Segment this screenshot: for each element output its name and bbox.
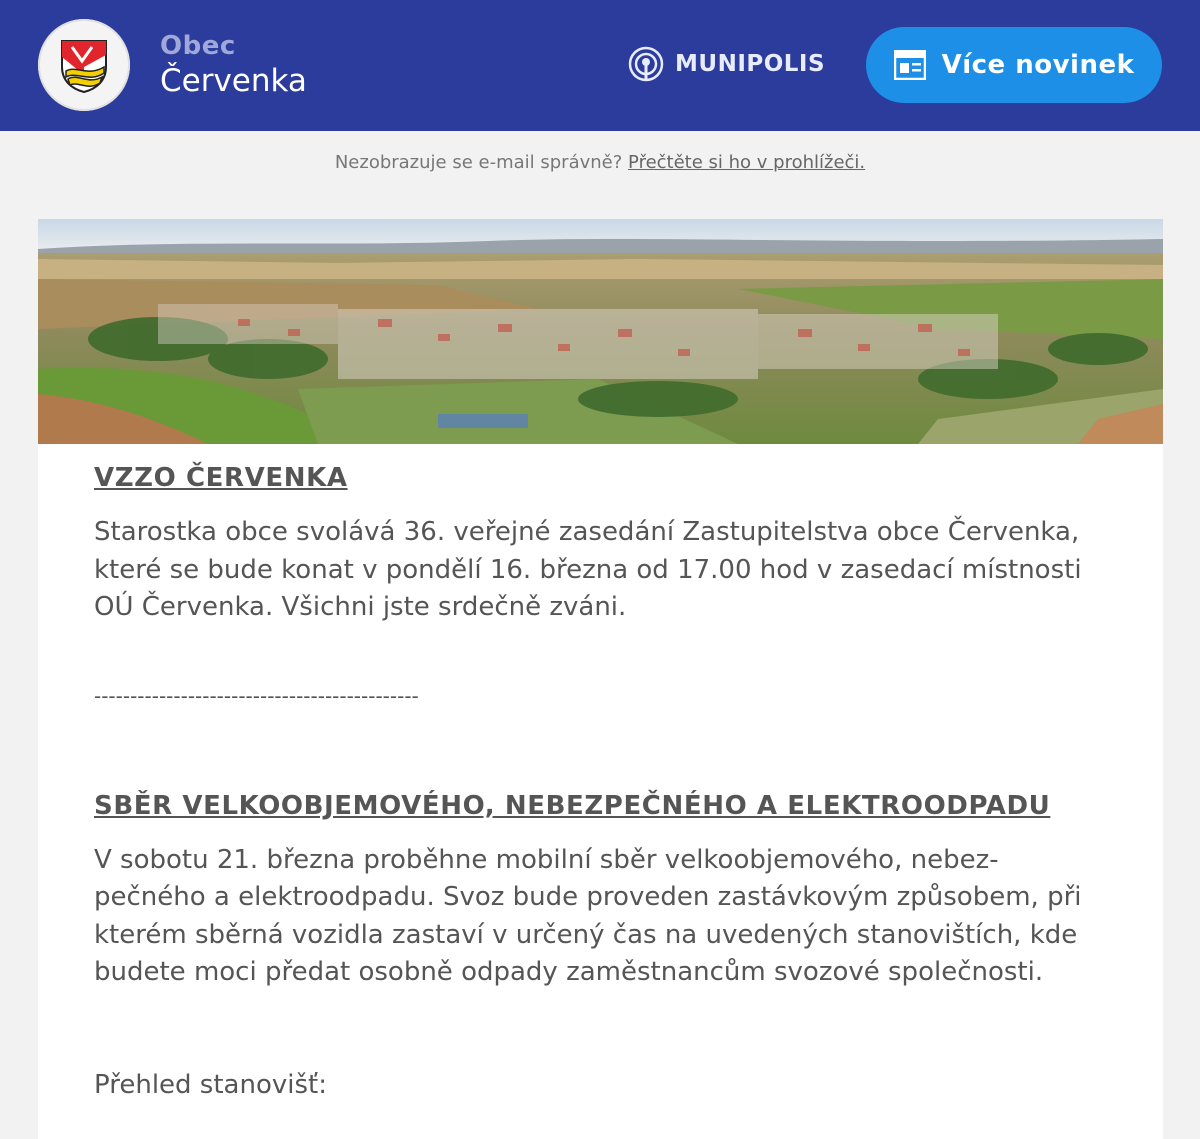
newsletter-card (38, 219, 1163, 1139)
more-news-label: Více novinek (941, 50, 1135, 80)
partner-logo[interactable] (627, 44, 825, 84)
browser-notice (0, 152, 1200, 173)
newsletter-content (94, 463, 1094, 1104)
broadcast-icon (627, 45, 665, 83)
org-name: Červenka (160, 63, 307, 99)
org-type-label: Obec (160, 31, 236, 61)
separator: --------------------------------------------- (94, 683, 419, 708)
partner-label: MUNIPOLIS (675, 51, 826, 77)
article-title[interactable]: SBĚR VELKOOBJEMOVÉHO, NEBEZPEČNÉHO A ELEKTROODPADU (94, 790, 1051, 821)
aerial-village-photo (38, 219, 1163, 444)
more-news-button[interactable] (866, 27, 1162, 103)
coat-of-arms-icon[interactable] (38, 19, 130, 111)
locations-heading: Přehled stanovišť: (94, 1069, 327, 1100)
view-in-browser-link[interactable]: Přečtěte si ho v prohlížeči. (628, 152, 866, 173)
newspaper-icon (894, 50, 926, 80)
header (0, 0, 1200, 131)
article-title[interactable]: VZZO ČERVENKA (94, 463, 348, 493)
article-body: Starostka obce svolává 36. veřejné zasedání Zastupitelstva obce Červenka, které se bude konat v pondělí 16. března od 17.00 hod v zasedací místnosti OÚ Červenka. Všichni jste srdečně zváni. (94, 517, 1082, 622)
article-body: V sobotu 21. března proběhne mobilní sběr velkoobjemového, nebez-pečného a elektroodpadu. Svoz bude proveden zastávkovým způsobem, při kterém sběrná vozidla zastaví v určený čas na uvedených stanovištích, kde budete moci předat osobně odpady zaměstnancům svozové společnosti. (94, 844, 1082, 987)
notice-text: Nezobrazuje se e-mail správně? (334, 152, 623, 173)
